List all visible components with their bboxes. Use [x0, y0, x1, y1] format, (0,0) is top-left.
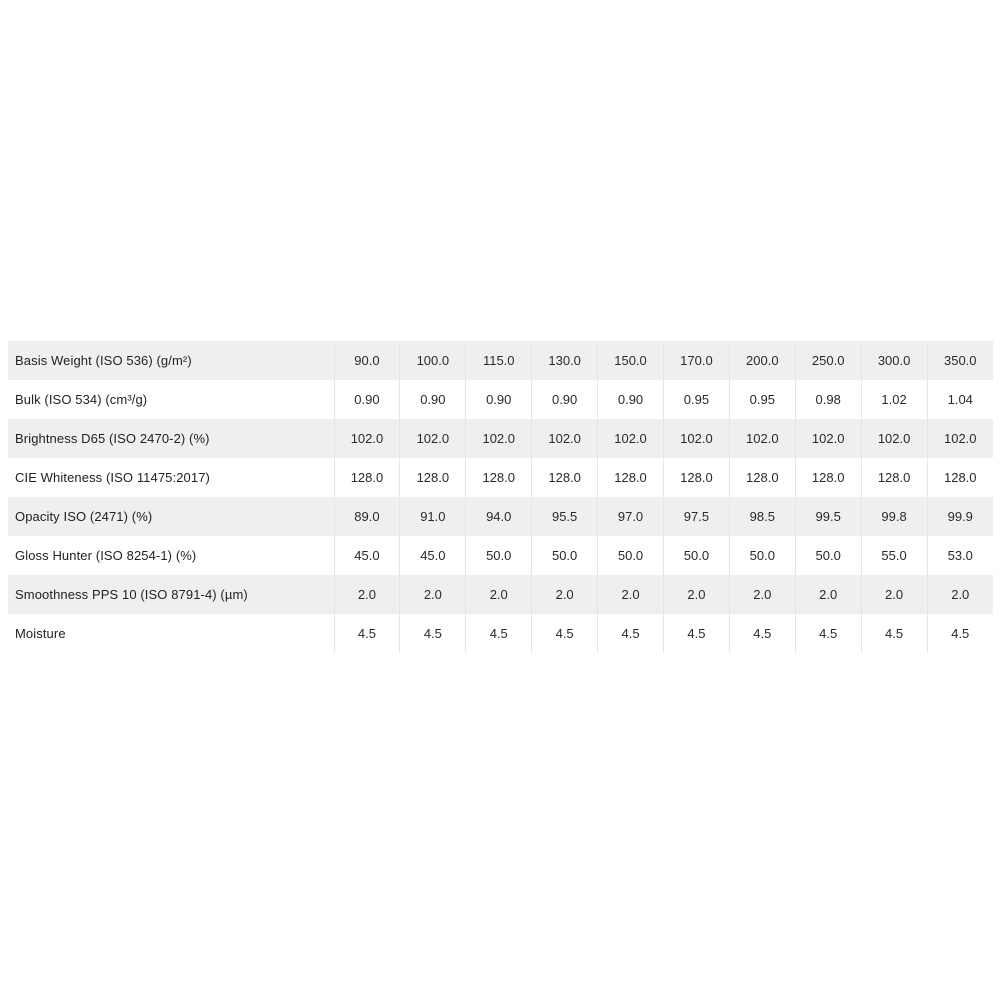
- table-cell: 0.90: [466, 380, 532, 419]
- table-cell: 128.0: [729, 458, 795, 497]
- table-row: [8, 614, 993, 653]
- table-cell: 2.0: [663, 575, 729, 614]
- table-cell: 91.0: [400, 497, 466, 536]
- table-cell: 102.0: [729, 419, 795, 458]
- table-cell: 350.0: [927, 341, 993, 380]
- table-cell: 90.0: [334, 341, 400, 380]
- table-cell: 102.0: [598, 419, 664, 458]
- table-row: [8, 536, 993, 575]
- table-row: [8, 575, 993, 614]
- table-cell: 97.5: [663, 497, 729, 536]
- table-cell: 128.0: [466, 458, 532, 497]
- table-row: [8, 341, 993, 380]
- table-cell: 98.5: [729, 497, 795, 536]
- table-cell: 2.0: [729, 575, 795, 614]
- table-cell: 128.0: [598, 458, 664, 497]
- table-cell: 0.90: [598, 380, 664, 419]
- table-cell: 2.0: [795, 575, 861, 614]
- table-cell: 50.0: [795, 536, 861, 575]
- table-cell: 0.90: [532, 380, 598, 419]
- table-cell: 2.0: [861, 575, 927, 614]
- table-cell: 102.0: [663, 419, 729, 458]
- table-cell: 170.0: [663, 341, 729, 380]
- table-cell: 4.5: [927, 614, 993, 653]
- row-label: Bulk (ISO 534) (cm³/g): [8, 380, 334, 419]
- table-cell: 150.0: [598, 341, 664, 380]
- table-cell: 128.0: [663, 458, 729, 497]
- table-cell: 128.0: [334, 458, 400, 497]
- table-cell: 128.0: [532, 458, 598, 497]
- table-cell: 0.95: [663, 380, 729, 419]
- table-cell: 102.0: [334, 419, 400, 458]
- table-cell: 102.0: [927, 419, 993, 458]
- table-cell: 50.0: [466, 536, 532, 575]
- table-cell: 0.90: [400, 380, 466, 419]
- table-cell: 102.0: [466, 419, 532, 458]
- table-cell: 130.0: [532, 341, 598, 380]
- table-row: [8, 497, 993, 536]
- table-row: [8, 380, 993, 419]
- table-cell: 128.0: [400, 458, 466, 497]
- table-cell: 50.0: [663, 536, 729, 575]
- table-cell: 4.5: [400, 614, 466, 653]
- table-cell: 4.5: [334, 614, 400, 653]
- table-cell: 128.0: [861, 458, 927, 497]
- table-cell: 128.0: [795, 458, 861, 497]
- table-cell: 97.0: [598, 497, 664, 536]
- table-cell: 99.5: [795, 497, 861, 536]
- table-cell: 102.0: [861, 419, 927, 458]
- table-cell: 95.5: [532, 497, 598, 536]
- table-cell: 0.98: [795, 380, 861, 419]
- table-cell: 45.0: [400, 536, 466, 575]
- table-cell: 0.90: [334, 380, 400, 419]
- table-cell: 115.0: [466, 341, 532, 380]
- table-cell: 89.0: [334, 497, 400, 536]
- table-cell: 99.9: [927, 497, 993, 536]
- table-cell: 50.0: [729, 536, 795, 575]
- table-cell: 250.0: [795, 341, 861, 380]
- table-cell: 4.5: [663, 614, 729, 653]
- table-cell: 4.5: [466, 614, 532, 653]
- row-label: Basis Weight (ISO 536) (g/m²): [8, 341, 334, 380]
- row-label: Moisture: [8, 614, 334, 653]
- row-label: Smoothness PPS 10 (ISO 8791-4) (µm): [8, 575, 334, 614]
- table-cell: 2.0: [532, 575, 598, 614]
- table-cell: 45.0: [334, 536, 400, 575]
- table-cell: 2.0: [598, 575, 664, 614]
- table-cell: 4.5: [532, 614, 598, 653]
- specifications-table-body: [8, 341, 993, 653]
- table-cell: 2.0: [927, 575, 993, 614]
- table-cell: 100.0: [400, 341, 466, 380]
- table-cell: 50.0: [598, 536, 664, 575]
- table-cell: 128.0: [927, 458, 993, 497]
- table-cell: 4.5: [598, 614, 664, 653]
- specifications-table: [8, 341, 993, 653]
- table-row: [8, 458, 993, 497]
- table-cell: 200.0: [729, 341, 795, 380]
- table-cell: 4.5: [795, 614, 861, 653]
- table-row: [8, 419, 993, 458]
- table-cell: 2.0: [466, 575, 532, 614]
- row-label: Opacity ISO (2471) (%): [8, 497, 334, 536]
- row-label: CIE Whiteness (ISO 11475:2017): [8, 458, 334, 497]
- table-cell: 55.0: [861, 536, 927, 575]
- table-cell: 102.0: [400, 419, 466, 458]
- table-cell: 102.0: [795, 419, 861, 458]
- table-cell: 94.0: [466, 497, 532, 536]
- table-cell: 4.5: [861, 614, 927, 653]
- table-cell: 99.8: [861, 497, 927, 536]
- table-cell: 1.04: [927, 380, 993, 419]
- table-cell: 53.0: [927, 536, 993, 575]
- table-cell: 2.0: [400, 575, 466, 614]
- table-cell: 300.0: [861, 341, 927, 380]
- table-cell: 4.5: [729, 614, 795, 653]
- table-cell: 2.0: [334, 575, 400, 614]
- row-label: Gloss Hunter (ISO 8254-1) (%): [8, 536, 334, 575]
- table-cell: 0.95: [729, 380, 795, 419]
- table-cell: 1.02: [861, 380, 927, 419]
- row-label: Brightness D65 (ISO 2470-2) (%): [8, 419, 334, 458]
- table-cell: 50.0: [532, 536, 598, 575]
- table-cell: 102.0: [532, 419, 598, 458]
